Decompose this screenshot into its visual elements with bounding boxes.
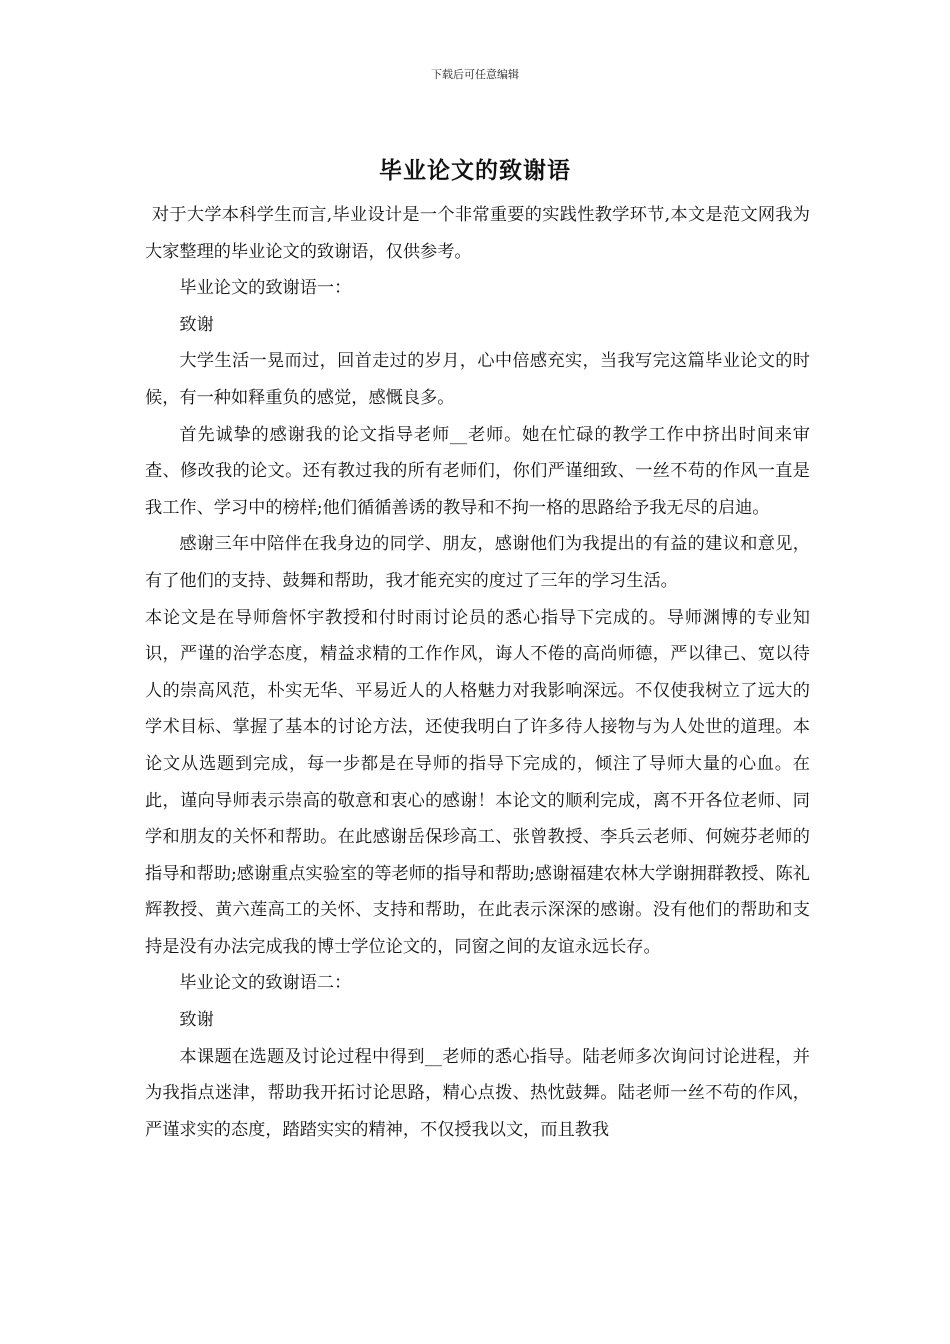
page-header: 下载后可任意编辑 — [431, 68, 519, 81]
section2-heading: 毕业论文的致谢语二： — [179, 973, 352, 994]
intro-paragraph: 对于大学本科学生而言,毕业设计是一个非常重要的实践性教学环节,本文是范文网我为大家整理的毕业论文的致谢语，仅供参考。 — [145, 205, 810, 262]
section1-paragraph-4: 本论文是在导师詹怀宇教授和付时雨讨论员的悉心指导下完成的。导师渊博的专业知识，严谨的治学态度，精益求精的工作作风，诲人不倦的高尚师德，严以律己、宽以待人的崇高风范，朴实无华、平易近人的人格魅力对我影响深远。不仅使我树立了远大的学术目标、掌握了基本的讨论方法，还使我明白了许多待人接物与为人处世的道理。本论文从选题到完成，每一步都是在导师的指导下完成的，倾注了导师大量的心血。在此，谨向导师表示崇高的敬意和衷心的感谢！本论文的顺利完成，离不开各位老师、同学和朋友的关怀和帮助。在此感谢岳保珍高工、张曾教授、李兵云老师、何婉芬老师的指导和帮助;感谢重点实验室的等老师的指导和帮助;感谢福建农林大学谢拥群教授、陈礼辉教授、黄六莲高工的关怀、支持和帮助，在此表示深深的感谢。没有他们的帮助和支持是没有办法完成我的博士学位论文的，同窗之间的友谊永远长存。 — [145, 607, 810, 957]
document-title: 毕业论文的致谢语 — [379, 157, 571, 184]
document-body — [145, 197, 810, 1148]
section1-subheading: 致谢 — [179, 314, 214, 335]
section1-paragraph-3: 感谢三年中陪伴在我身边的同学、朋友，感谢他们为我提出的有益的建议和意见，有了他们的支持、鼓舞和帮助，我才能充实的度过了三年的学习生活。 — [145, 534, 810, 591]
section2-paragraph-1: 本课题在选题及讨论过程中得到__老师的悉心指导。陆老师多次询问讨论进程，并为我指点迷津，帮助我开拓讨论思路，精心点拨、热忱鼓舞。陆老师一丝不苟的作风，严谨求实的态度，踏踏实实的精神，不仅授我以文，而且教我 — [145, 1046, 810, 1140]
section1-paragraph-2: 首先诚挚的感谢我的论文指导老师__老师。她在忙碌的教学工作中挤出时间来审查、修改我的论文。还有教过我的所有老师们，你们严谨细致、一丝不苟的作风一直是我工作、学习中的榜样;他们循循善诱的教导和不拘一格的思路给予我无尽的启迪。 — [145, 424, 810, 518]
section1-heading: 毕业论文的致谢语一： — [179, 278, 352, 299]
section1-paragraph-1: 大学生活一晃而过，回首走过的岁月，心中倍感充实，当我写完这篇毕业论文的时候，有一种如释重负的感觉，感慨良多。 — [145, 351, 810, 408]
section2-subheading: 致谢 — [179, 1010, 214, 1031]
